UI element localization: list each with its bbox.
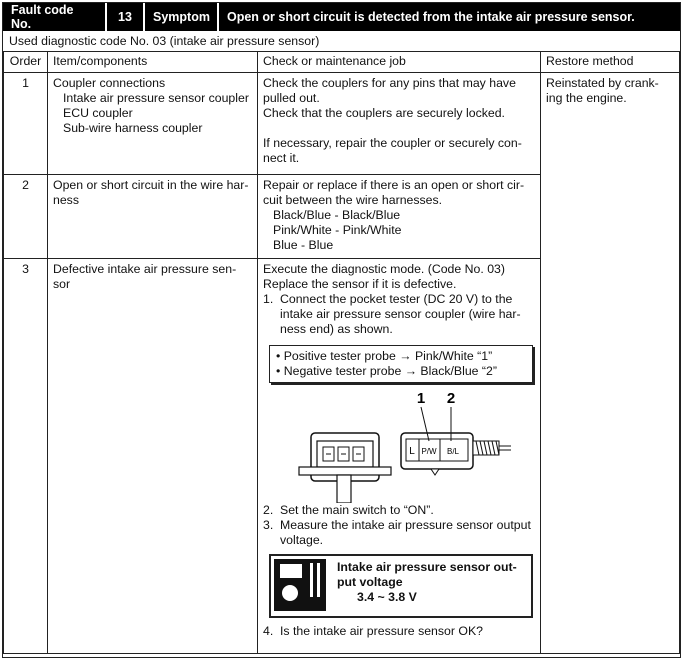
row1-check-line: Check that the couplers are securely locked. bbox=[263, 106, 505, 120]
row3-item bbox=[48, 259, 258, 654]
pin-label-bl: B/L bbox=[446, 447, 460, 456]
voltage-value: 3.4 ~ 3.8 V bbox=[357, 590, 417, 604]
diagnostic-table bbox=[3, 51, 680, 654]
step-1: 1. Connect the pocket tester (DC 20 V) to the intake air pressure sensor coupler (wire har- ness end) as shown. bbox=[263, 292, 521, 336]
voltage-title: Intake air pressure sensor out- bbox=[337, 560, 517, 574]
row1-check-line: Check the couplers for any pins that may have bbox=[263, 76, 516, 90]
row2-check-line: Repair or replace if there is an open or short cir- bbox=[263, 178, 525, 192]
table-row bbox=[4, 73, 680, 175]
restore-line: ing the engine. bbox=[546, 91, 627, 105]
pin-label-pw: P/W bbox=[421, 447, 437, 456]
step-2: 2. Set the main switch to “ON”. bbox=[263, 503, 434, 517]
coupler-diagram bbox=[271, 391, 521, 503]
row1-sub-1: Intake air pressure sensor coupler bbox=[63, 91, 249, 105]
voltage-box bbox=[269, 554, 533, 618]
row1-sub-2: ECU coupler bbox=[63, 106, 133, 120]
row3-intro: Execute the diagnostic mode. (Code No. 03) bbox=[263, 262, 505, 276]
row1-item-title: Coupler connections bbox=[53, 76, 166, 90]
row1-item bbox=[48, 73, 258, 175]
col-restore: Restore method bbox=[541, 52, 680, 73]
row2-item-title-2: ness bbox=[53, 193, 79, 207]
diagram-label-1: 1 bbox=[416, 391, 426, 407]
row2-check-line: cuit between the wire harnesses. bbox=[263, 193, 443, 207]
row3-intro: Replace the sensor if it is defective. bbox=[263, 277, 457, 291]
used-diagnostic-code: Used diagnostic code No. 03 (intake air pressure sensor) bbox=[3, 31, 680, 52]
step4-text: Is the intake air pressure sensor OK? bbox=[280, 624, 483, 638]
wire-pair: Blue - Blue bbox=[273, 238, 334, 252]
restore-cell bbox=[541, 73, 680, 654]
restore-line: Reinstated by crank- bbox=[546, 76, 659, 90]
positive-probe: • Positive tester probe → Pink/White “1” bbox=[276, 349, 493, 363]
row1-check bbox=[258, 73, 541, 175]
diagnostic-page bbox=[2, 2, 681, 658]
row3-check bbox=[258, 259, 541, 654]
voltage-title: put voltage bbox=[337, 575, 403, 589]
multimeter-icon bbox=[274, 559, 326, 611]
row1-check-line: If necessary, repair the coupler or securely con- bbox=[263, 136, 522, 150]
fault-header bbox=[3, 3, 680, 31]
row1-order: 1 bbox=[4, 73, 48, 175]
wire-pair: Black/Blue - Black/Blue bbox=[273, 208, 401, 222]
wire-pair: Pink/White - Pink/White bbox=[273, 223, 402, 237]
fault-code-number: 13 bbox=[107, 3, 145, 31]
diagram-label-2: 2 bbox=[446, 391, 456, 407]
step1-line: ness end) as shown. bbox=[280, 322, 393, 336]
row2-check bbox=[258, 175, 541, 259]
row2-item bbox=[48, 175, 258, 259]
row1-check-line: pulled out. bbox=[263, 91, 320, 105]
row1-sub-3: Sub-wire harness coupler bbox=[63, 121, 203, 135]
pin-label-l: L bbox=[409, 446, 415, 457]
negative-probe: • Negative tester probe → Black/Blue “2” bbox=[276, 364, 497, 378]
step1-line: intake air pressure sensor coupler (wire har- bbox=[280, 307, 521, 321]
step-3: 3. Measure the intake air pressure sensor output voltage. bbox=[263, 518, 531, 547]
col-order: Order bbox=[4, 52, 48, 73]
step1-line: Connect the pocket tester (DC 20 V) to the bbox=[280, 292, 513, 306]
symptom-text: Open or short circuit is detected from the intake air pressure sensor. bbox=[227, 10, 635, 24]
probe-box bbox=[269, 345, 533, 383]
step2-text: Set the main switch to “ON”. bbox=[280, 503, 434, 517]
col-item: Item/components bbox=[48, 52, 258, 73]
row3-item-title: Defective intake air pressure sen- bbox=[53, 262, 237, 276]
spacer bbox=[263, 121, 535, 136]
row2-item-title: Open or short circuit in the wire har- bbox=[53, 178, 249, 192]
fault-code-label: Fault code No. bbox=[3, 3, 107, 31]
row3-item-title-2: sor bbox=[53, 277, 71, 291]
row2-order: 2 bbox=[4, 175, 48, 259]
step-4: 4. Is the intake air pressure sensor OK? bbox=[263, 624, 483, 638]
col-check: Check or maintenance job bbox=[258, 52, 541, 73]
step3-line: voltage. bbox=[280, 533, 324, 547]
row3-order: 3 bbox=[4, 259, 48, 654]
table-header-row bbox=[4, 52, 680, 73]
symptom-label: Symptom bbox=[145, 3, 219, 31]
step3-line: Measure the intake air pressure sensor output bbox=[280, 518, 531, 532]
row1-check-line: nect it. bbox=[263, 151, 300, 165]
